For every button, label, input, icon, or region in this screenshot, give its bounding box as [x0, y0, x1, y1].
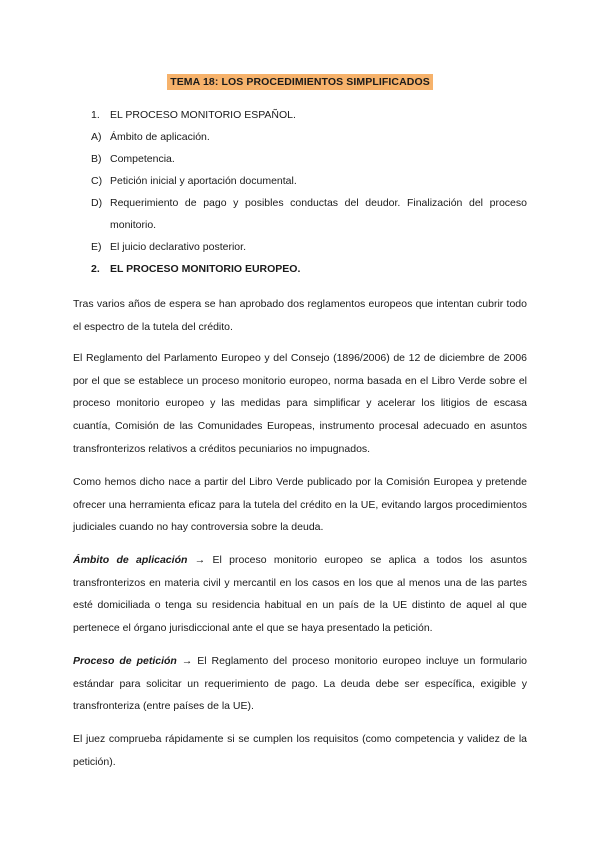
paragraph-body: → El Reglamento del proceso monitorio europeo incluye un formulario estándar para solicitar un requerimiento de pago. La deuda debe ser específica, exigible y transfronteriza (entre países de la UE). [73, 655, 527, 713]
paragraph-regulation [73, 347, 527, 461]
outline-marker: E) [91, 241, 102, 253]
outline-marker: B) [91, 153, 102, 165]
title-highlight: TEMA 18: LOS PROCEDIMIENTOS SIMPLIFICADOS [167, 74, 433, 90]
paragraph-lead: Proceso de petición [73, 655, 177, 667]
paragraph-petition [73, 650, 527, 718]
outline-item [91, 258, 527, 280]
paragraph-intro [73, 293, 527, 338]
outline-text: Ámbito de aplicación. [110, 131, 210, 143]
topic-outline [91, 104, 527, 280]
paragraph-body: → El proceso monitorio europeo se aplica a todos los asuntos transfronterizos en materia civil y mercantil en los casos en los que al menos una de las partes esté domiciliada o tenga su residencia habitual en un país de la UE distinto de aquel al que pertenece el órgano jurisdiccional ante el que se haya presentado la petición. [73, 554, 528, 635]
paragraph-text: El juez comprueba rápidamente si se cumplen los requisitos (como competencia y validez de la petición). [73, 733, 527, 768]
outline-marker: A) [91, 131, 102, 143]
outline-item [91, 170, 527, 192]
outline-item [91, 236, 527, 258]
outline-text: Competencia. [110, 153, 175, 165]
paragraph-text: Como hemos dicho nace a partir del Libro Verde publicado por la Comisión Europea y pretende ofrecer una herramienta eficaz para la tutela del crédito en la UE, evitando largos procedimientos judiciales cuando no hay controversia sobre la deuda. [73, 476, 527, 534]
outline-marker: C) [91, 175, 103, 187]
paragraph-text: El Reglamento del Parlamento Europeo y del Consejo (1896/2006) de 12 de diciembre de 2006 por el que se establece un proceso monitorio europeo, norma basada en el Libro Verde sobre el proceso monitorio europeo y las medidas para simplificar y acelerar los litigios de escasa cuantía, Comisión de las Comunidades Europeas, instrumento procesal adecuado en asuntos transfronterizos relativos a créditos pecuniarios no impugnados. [73, 352, 527, 455]
outline-item [91, 126, 527, 148]
paragraph-lead: Ámbito de aplicación [73, 554, 188, 566]
paragraph-text [73, 549, 527, 640]
outline-text: Petición inicial y aportación documental. [110, 175, 297, 187]
document-title [0, 72, 600, 90]
paragraph-judge [73, 728, 527, 773]
outline-marker: 1. [91, 109, 100, 121]
outline-text: EL PROCESO MONITORIO EUROPEO. [110, 263, 301, 275]
outline-marker: 2. [91, 263, 100, 275]
outline-text: EL PROCESO MONITORIO ESPAÑOL. [110, 109, 296, 121]
outline-text: El juicio declarativo posterior. [110, 241, 246, 253]
outline-item [91, 104, 527, 126]
outline-item [91, 148, 527, 170]
paragraph-text [73, 650, 527, 718]
paragraph-green-paper [73, 471, 527, 539]
paragraph-scope [73, 549, 527, 640]
outline-item [91, 192, 527, 236]
outline-marker: D) [91, 197, 103, 209]
outline-text: Requerimiento de pago y posibles conductas del deudor. Finalización del proceso monitorio. [110, 197, 527, 231]
paragraph-text: Tras varios años de espera se han aprobado dos reglamentos europeos que intentan cubrir todo el espectro de la tutela del crédito. [73, 298, 527, 333]
